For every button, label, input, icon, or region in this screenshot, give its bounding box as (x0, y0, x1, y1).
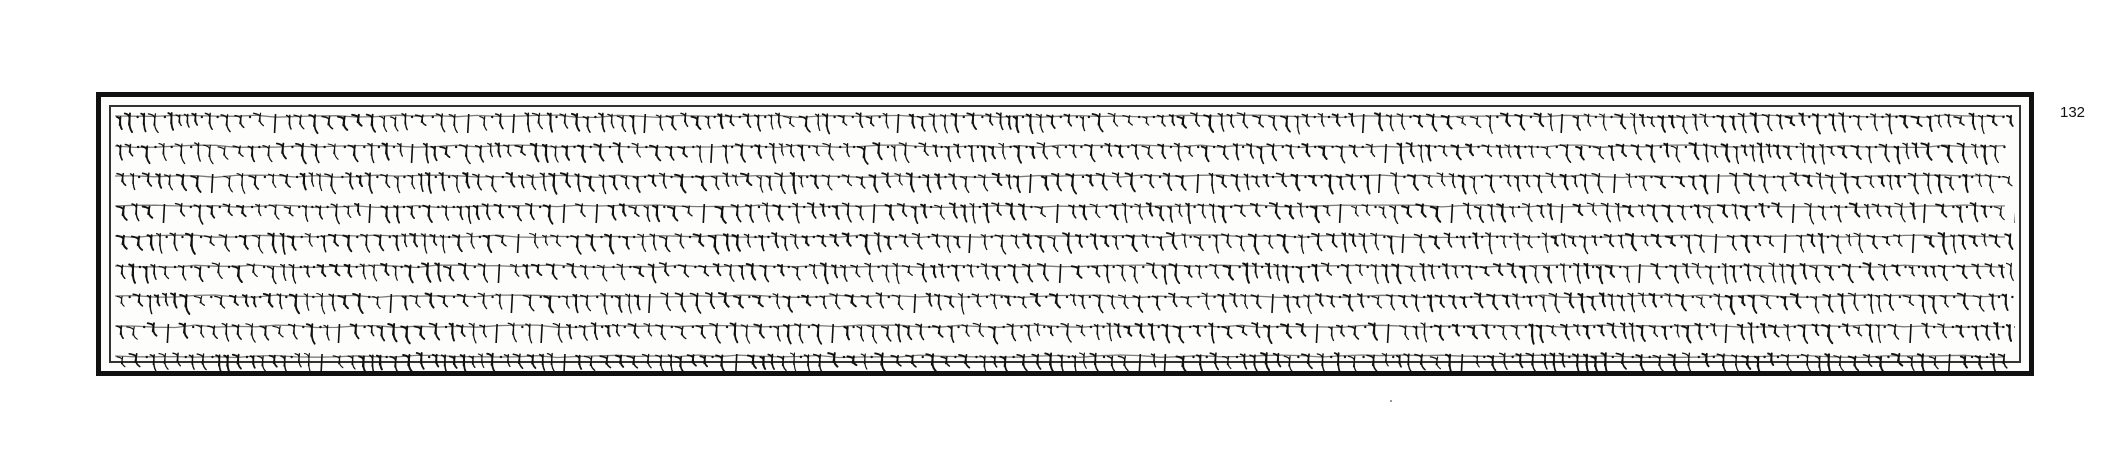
handwritten-tibetan-line (115, 317, 2015, 347)
manuscript-line (115, 227, 2015, 257)
manuscript-line (115, 317, 2015, 347)
handwritten-tibetan-line (115, 107, 2015, 137)
handwritten-tibetan-line (115, 257, 2015, 287)
manuscript-line (115, 257, 2015, 287)
scan-blemish (1390, 400, 1392, 402)
page-number: 132 (2060, 104, 2086, 121)
manuscript-line (115, 137, 2015, 167)
handwritten-tibetan-line (115, 287, 2015, 317)
manuscript-folio (96, 92, 2034, 376)
manuscript-text-block (115, 107, 2015, 361)
handwritten-tibetan-line (115, 167, 2015, 197)
manuscript-line (115, 287, 2015, 317)
handwritten-tibetan-line (115, 227, 2015, 257)
handwritten-tibetan-line (115, 197, 2015, 227)
handwritten-tibetan-line (115, 347, 2015, 377)
manuscript-line (115, 197, 2015, 227)
handwritten-tibetan-line (115, 137, 2015, 167)
manuscript-line (115, 347, 2015, 377)
manuscript-line (115, 107, 2015, 137)
manuscript-line (115, 167, 2015, 197)
